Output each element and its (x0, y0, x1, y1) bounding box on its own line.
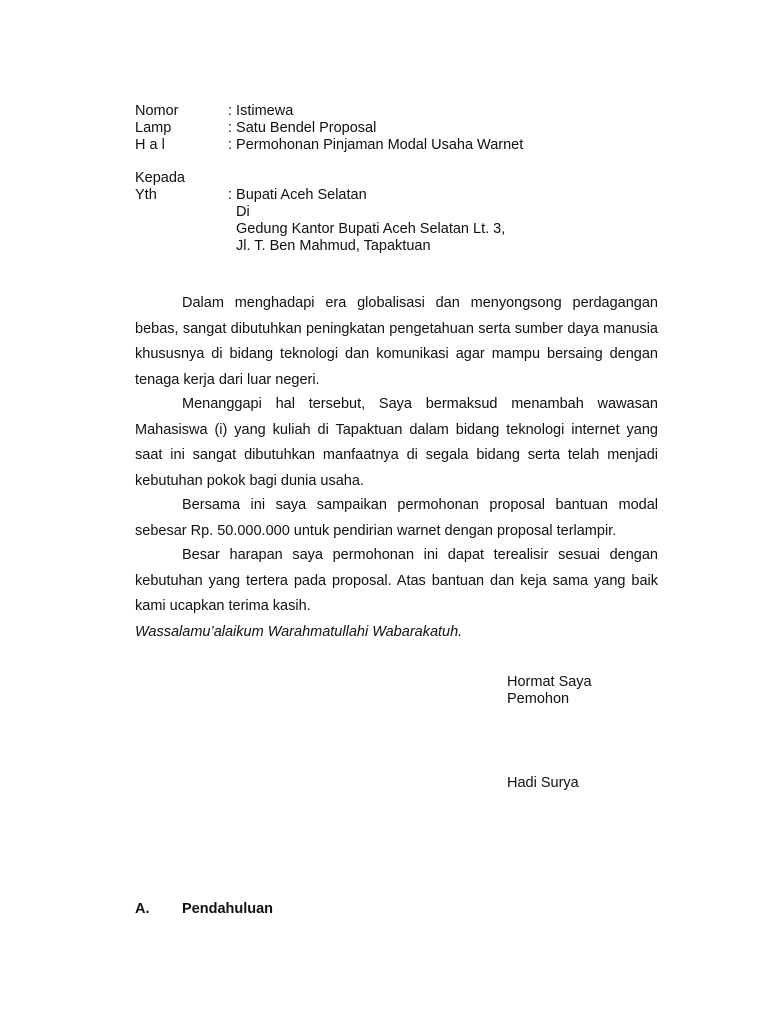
signature-regards: Hormat Saya (507, 674, 592, 690)
body-paragraph-1 (135, 291, 658, 393)
section-heading (135, 900, 274, 918)
section-title: Pendahuluan (182, 901, 274, 917)
signature-name: Hadi Surya (507, 775, 579, 791)
recipient-address-line2: Jl. T. Ben Mahmud, Tapaktuan (236, 238, 431, 254)
yth-value: : Bupati Aceh Selatan (228, 187, 367, 203)
body-paragraph-4 (135, 543, 658, 620)
paragraph-text: Menanggapi hal tersebut, Saya bermaksud menambah wawasan Mahasiswa (i) yang kuliah di Tapaktuan dalam bidang teknologi internet yang saat ini sangat dibutuhkan manfaatnya di segala bidang serta telah menjadi kebutuhan pokok bagi dunia usaha. (135, 396, 658, 489)
lamp-value: : Satu Bendel Proposal (228, 120, 377, 136)
paragraph-text: Dalam menghadapi era globalisasi dan menyongsong perdagangan bebas, sangat dibutuhkan peningkatan pengetahuan serta sumber daya manusia khususnya di bidang teknologi dan komunikasi agar mampu bersaing dengan tenaga kerja dari luar negeri. (135, 295, 658, 388)
paragraph-text: Besar harapan saya permohonan ini dapat terealisir sesuai dengan kebutuhan yang tertera pada proposal. Atas bantuan dan keja sama yang baik kami ucapkan terima kasih. (135, 547, 658, 614)
hal-label: H a l (135, 137, 165, 153)
closing-salutation: Wassalamu’alaikum Warahmatullahi Wabarakatuh. (135, 624, 463, 640)
section-number: A. (135, 901, 150, 917)
signature-role: Pemohon (507, 691, 570, 707)
kepada-label: Kepada (135, 170, 185, 186)
yth-label: Yth (135, 187, 157, 203)
lamp-label: Lamp (135, 120, 172, 136)
recipient-di: Di (236, 204, 250, 220)
hal-value: : Permohonan Pinjaman Modal Usaha Warnet (228, 137, 524, 153)
nomor-value: : Istimewa (228, 103, 294, 119)
recipient-address-line1: Gedung Kantor Bupati Aceh Selatan Lt. 3, (236, 221, 506, 237)
nomor-label: Nomor (135, 103, 179, 119)
body-paragraph-2 (135, 392, 658, 494)
body-paragraph-3 (135, 493, 658, 544)
paragraph-text: Bersama ini saya sampaikan permohonan proposal bantuan modal sebesar Rp. 50.000.000 untuk pendirian warnet dengan proposal terlampir. (135, 497, 658, 539)
